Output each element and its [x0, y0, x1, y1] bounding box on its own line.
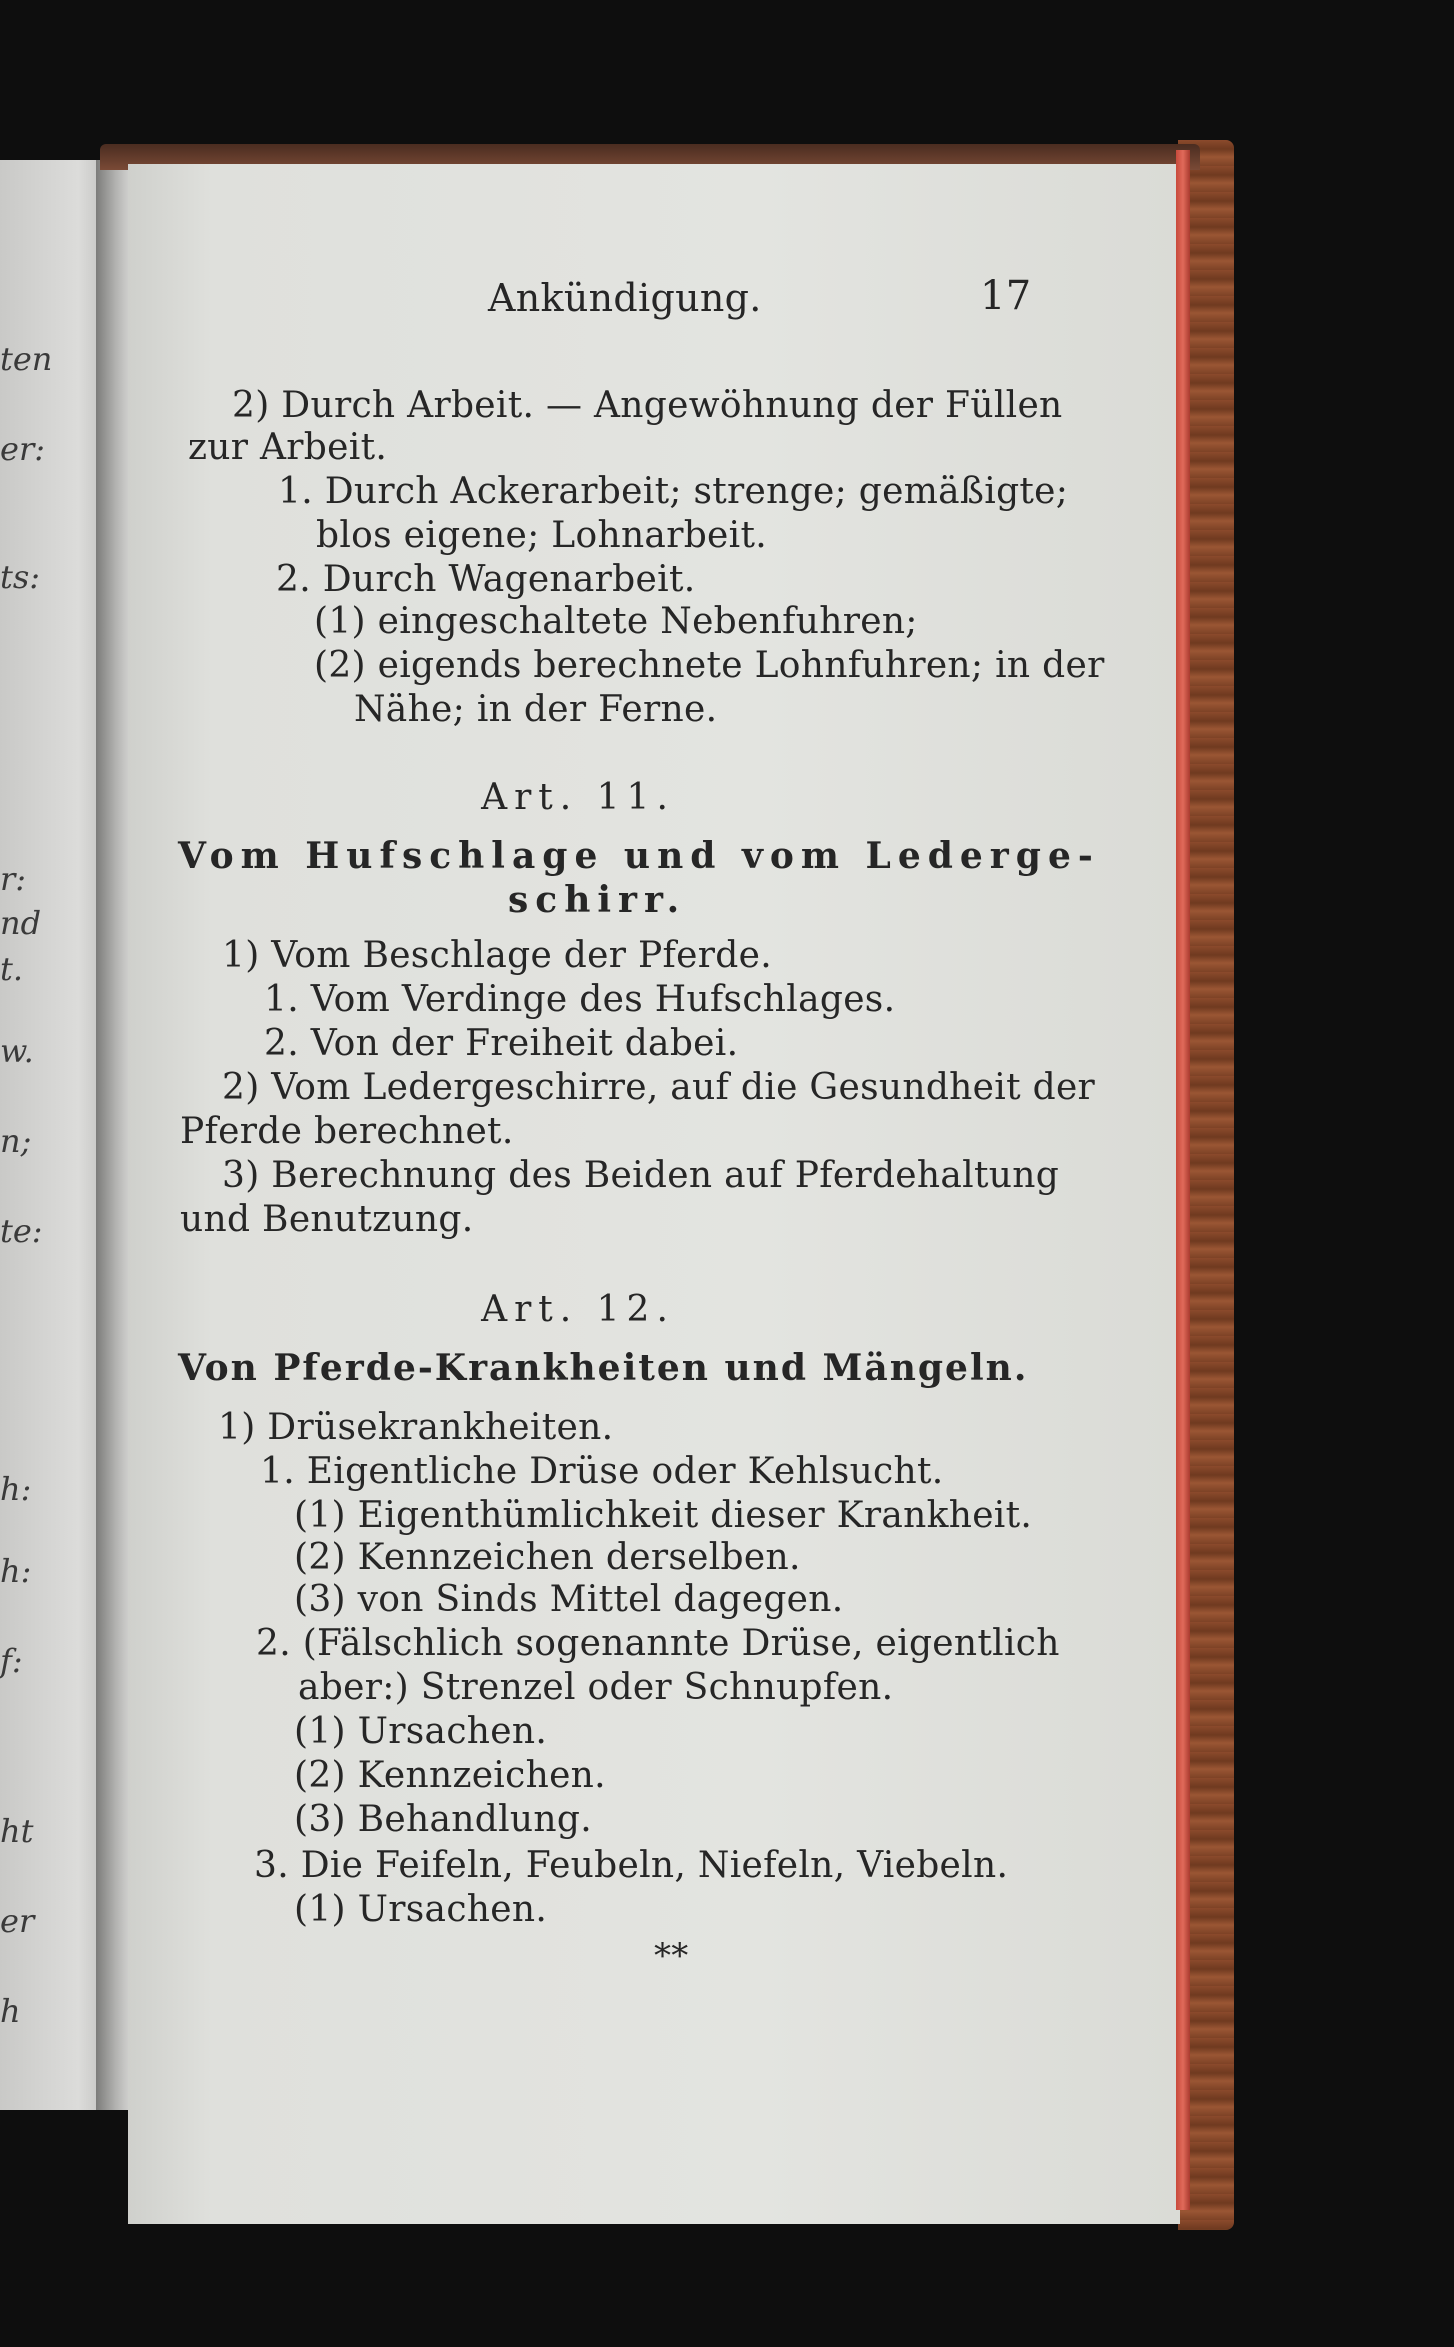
text-line: 2. Durch Wagenarbeit.: [276, 559, 696, 600]
left-page-fragment: ht: [0, 1812, 34, 1850]
text-line: und Benutzung.: [180, 1199, 474, 1240]
running-title: Ankündigung.: [488, 276, 762, 320]
text-line: (1) eingeschaltete Nebenfuhren;: [314, 601, 918, 642]
left-page-fragment: r:: [0, 860, 27, 898]
text-line: (1) Eigenthümlichkeit dieser Krankheit.: [294, 1495, 1033, 1536]
text-line: Pferde berechnet.: [180, 1111, 514, 1152]
text-line: 3) Berechnung des Beiden auf Pferdehaltung: [222, 1155, 1060, 1196]
article-11-title: Art. 11.: [481, 777, 675, 818]
text-line: 1) Drüsekrankheiten.: [218, 1407, 614, 1448]
left-page-fragment: h:: [0, 1552, 32, 1590]
page-red-edge: [1176, 150, 1190, 2210]
text-line: (2) Kennzeichen.: [294, 1755, 606, 1796]
text-line: 2. (Fälschlich sogenannte Drüse, eigentlich: [256, 1623, 1060, 1664]
text-line: (3) Behandlung.: [294, 1799, 592, 1840]
left-page-fragment: n;: [0, 1122, 32, 1160]
signature-mark: **: [654, 1936, 689, 1976]
text-line: 1. Vom Verdinge des Hufschlages.: [264, 979, 896, 1020]
left-page-fragment: er:: [0, 430, 46, 468]
article-11-heading: Vom Hufschlage und vom Lederge-: [178, 835, 1100, 877]
text-line: 1) Vom Beschlage der Pferde.: [222, 935, 772, 976]
left-page-fragment: w.: [0, 1032, 34, 1070]
left-page-fragment: te:: [0, 1212, 43, 1250]
left-page-fragment: ten: [0, 340, 53, 378]
article-11-heading: schirr.: [508, 879, 687, 921]
left-page-fragment: h: [0, 1992, 21, 2030]
article-12-title: Art. 12.: [481, 1289, 675, 1330]
page-number: 17: [980, 273, 1032, 319]
text-line: (1) Ursachen.: [294, 1889, 548, 1930]
left-page-fragment: ts:: [0, 558, 41, 596]
book-gutter: [96, 160, 130, 2110]
text-line: 2) Durch Arbeit. — Angewöhnung der Füllen: [232, 385, 1063, 426]
text-line: aber:) Strenzel oder Schnupfen.: [298, 1667, 894, 1708]
text-line: (2) Kennzeichen derselben.: [294, 1537, 801, 1578]
text-line: 2. Von der Freiheit dabei.: [264, 1023, 739, 1064]
text-line: 2) Vom Ledergeschirre, auf die Gesundheit der: [222, 1067, 1096, 1108]
book-page: [128, 164, 1180, 2224]
left-page-fragment: nd: [0, 904, 42, 942]
text-line: 3. Die Feifeln, Feubeln, Niefeln, Viebeln.: [254, 1845, 1009, 1886]
left-page-fragment: f:: [0, 1642, 23, 1680]
text-line: Nähe; in der Ferne.: [354, 689, 718, 730]
text-line: (1) Ursachen.: [294, 1711, 548, 1752]
text-line: (2) eigends berechnete Lohnfuhren; in der: [314, 645, 1105, 686]
text-line: 1. Durch Ackerarbeit; strenge; gemäßigte;: [278, 471, 1069, 512]
text-line: (3) von Sinds Mittel dagegen.: [294, 1579, 844, 1620]
text-line: blos eigene; Lohnarbeit.: [316, 515, 767, 556]
left-page-fragment: t.: [0, 950, 24, 988]
left-page-fragment: er: [0, 1902, 35, 1940]
article-12-heading: Von Pferde-Krankheiten und Mängeln.: [178, 1347, 1029, 1389]
text-line: zur Arbeit.: [188, 427, 388, 468]
left-page-fragment: h:: [0, 1470, 32, 1508]
text-line: 1. Eigentliche Drüse oder Kehlsucht.: [260, 1451, 944, 1492]
